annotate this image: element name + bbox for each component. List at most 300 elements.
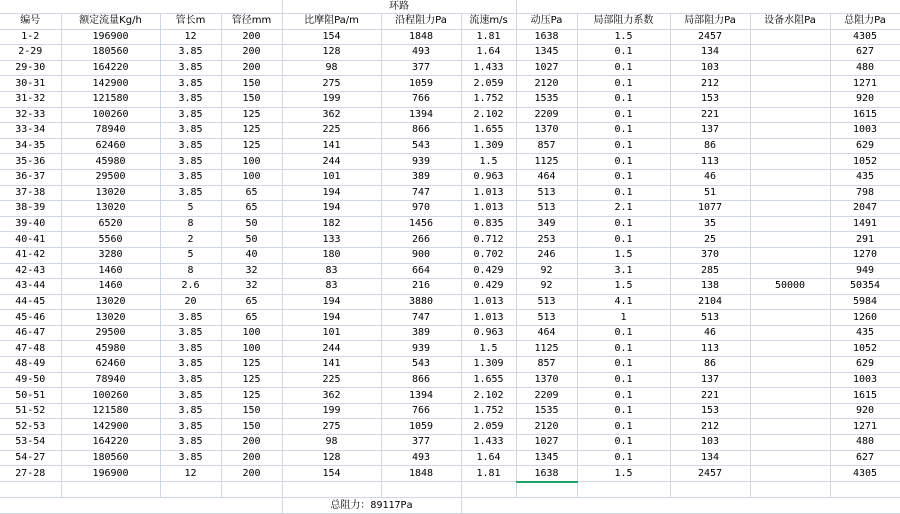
table-cell[interactable]: 125 <box>221 107 282 123</box>
blank-cell[interactable] <box>0 0 282 14</box>
column-header[interactable]: 局部阻力Pa <box>670 14 750 30</box>
table-cell[interactable]: 2047 <box>830 201 900 217</box>
table-cell[interactable]: 0.1 <box>577 216 670 232</box>
total-resistance[interactable]: 总阻力：89117Pa <box>282 498 461 514</box>
column-header[interactable]: 管长m <box>160 14 221 30</box>
table-cell[interactable]: 1535 <box>516 91 577 107</box>
column-header[interactable]: 沿程阻力Pa <box>381 14 461 30</box>
table-cell[interactable]: 285 <box>670 263 750 279</box>
blank-cell[interactable] <box>61 482 160 498</box>
table-cell[interactable]: 50 <box>221 232 282 248</box>
table-cell[interactable]: 0.1 <box>577 60 670 76</box>
table-cell[interactable] <box>750 232 830 248</box>
table-cell[interactable]: 92 <box>516 279 577 295</box>
table-cell[interactable]: 1270 <box>830 247 900 263</box>
table-cell[interactable]: 180560 <box>61 450 160 466</box>
table-cell[interactable]: 100 <box>221 154 282 170</box>
table-cell[interactable]: 200 <box>221 29 282 45</box>
column-header[interactable]: 总阻力Pa <box>830 14 900 30</box>
table-cell[interactable]: 45-46 <box>0 310 61 326</box>
table-cell[interactable]: 0.1 <box>577 372 670 388</box>
table-cell[interactable]: 1.81 <box>461 466 516 482</box>
table-cell[interactable]: 27-28 <box>0 466 61 482</box>
table-cell[interactable]: 244 <box>282 154 381 170</box>
table-cell[interactable]: 1027 <box>516 435 577 451</box>
table-cell[interactable]: 86 <box>670 138 750 154</box>
table-cell[interactable]: 13020 <box>61 310 160 326</box>
table-cell[interactable]: 3.85 <box>160 60 221 76</box>
table-cell[interactable]: 0.1 <box>577 45 670 61</box>
table-cell[interactable]: 0.712 <box>461 232 516 248</box>
table-cell[interactable]: 138 <box>670 279 750 295</box>
table-cell[interactable]: 3.85 <box>160 403 221 419</box>
table-cell[interactable]: 54-27 <box>0 450 61 466</box>
table-cell[interactable]: 1535 <box>516 403 577 419</box>
table-cell[interactable]: 1 <box>577 310 670 326</box>
table-cell[interactable]: 543 <box>381 138 461 154</box>
table-cell[interactable]: 29-30 <box>0 60 61 76</box>
table-cell[interactable]: 35-36 <box>0 154 61 170</box>
table-cell[interactable]: 46 <box>670 325 750 341</box>
table-cell[interactable]: 134 <box>670 450 750 466</box>
column-header[interactable]: 动压Pa <box>516 14 577 30</box>
table-cell[interactable]: 1370 <box>516 372 577 388</box>
table-cell[interactable]: 1125 <box>516 341 577 357</box>
table-cell[interactable]: 3.85 <box>160 123 221 139</box>
table-cell[interactable]: 2.6 <box>160 279 221 295</box>
table-cell[interactable]: 464 <box>516 325 577 341</box>
table-cell[interactable] <box>750 294 830 310</box>
table-cell[interactable]: 766 <box>381 91 461 107</box>
table-cell[interactable]: 1394 <box>381 388 461 404</box>
table-cell[interactable] <box>750 263 830 279</box>
table-cell[interactable]: 137 <box>670 123 750 139</box>
table-cell[interactable]: 199 <box>282 91 381 107</box>
table-cell[interactable]: 291 <box>830 232 900 248</box>
table-cell[interactable]: 153 <box>670 91 750 107</box>
table-cell[interactable]: 1125 <box>516 154 577 170</box>
table-cell[interactable]: 0.1 <box>577 138 670 154</box>
table-cell[interactable]: 0.1 <box>577 76 670 92</box>
blank-cell[interactable] <box>0 482 61 498</box>
table-cell[interactable]: 38-39 <box>0 201 61 217</box>
table-cell[interactable]: 0.429 <box>461 279 516 295</box>
column-header[interactable]: 比摩阻Pa/m <box>282 14 381 30</box>
table-cell[interactable] <box>750 341 830 357</box>
table-cell[interactable]: 1052 <box>830 154 900 170</box>
table-cell[interactable]: 920 <box>830 403 900 419</box>
table-cell[interactable]: 0.963 <box>461 325 516 341</box>
table-cell[interactable]: 900 <box>381 247 461 263</box>
table-cell[interactable]: 857 <box>516 138 577 154</box>
table-cell[interactable]: 1.433 <box>461 60 516 76</box>
table-cell[interactable]: 43-44 <box>0 279 61 295</box>
table-cell[interactable]: 349 <box>516 216 577 232</box>
table-cell[interactable]: 125 <box>221 372 282 388</box>
table-cell[interactable]: 0.429 <box>461 263 516 279</box>
table-cell[interactable]: 1027 <box>516 60 577 76</box>
table-cell[interactable]: 50354 <box>830 279 900 295</box>
table-cell[interactable]: 164220 <box>61 435 160 451</box>
table-cell[interactable]: 216 <box>381 279 461 295</box>
table-cell[interactable]: 3.1 <box>577 263 670 279</box>
table-cell[interactable] <box>750 247 830 263</box>
table-cell[interactable]: 1345 <box>516 450 577 466</box>
table-cell[interactable]: 3.85 <box>160 388 221 404</box>
table-cell[interactable]: 48-49 <box>0 357 61 373</box>
table-cell[interactable]: 3.85 <box>160 450 221 466</box>
table-cell[interactable]: 1.5 <box>577 247 670 263</box>
table-cell[interactable]: 164220 <box>61 60 160 76</box>
table-cell[interactable]: 33-34 <box>0 123 61 139</box>
table-cell[interactable]: 3280 <box>61 247 160 263</box>
table-cell[interactable]: 3.85 <box>160 76 221 92</box>
table-cell[interactable]: 1.309 <box>461 357 516 373</box>
table-cell[interactable]: 1.433 <box>461 435 516 451</box>
table-cell[interactable]: 29500 <box>61 169 160 185</box>
table-cell[interactable]: 543 <box>381 357 461 373</box>
blank-cell[interactable] <box>516 0 900 14</box>
table-cell[interactable]: 180 <box>282 247 381 263</box>
table-cell[interactable]: 2104 <box>670 294 750 310</box>
blank-cell[interactable] <box>0 498 282 514</box>
table-cell[interactable]: 200 <box>221 450 282 466</box>
table-cell[interactable]: 44-45 <box>0 294 61 310</box>
table-cell[interactable] <box>750 466 830 482</box>
table-cell[interactable]: 362 <box>282 107 381 123</box>
table-cell[interactable]: 1460 <box>61 279 160 295</box>
table-cell[interactable]: 1-2 <box>0 29 61 45</box>
table-cell[interactable]: 377 <box>381 60 461 76</box>
table-cell[interactable]: 253 <box>516 232 577 248</box>
table-cell[interactable]: 25 <box>670 232 750 248</box>
column-header[interactable]: 管径mm <box>221 14 282 30</box>
table-cell[interactable]: 100 <box>221 341 282 357</box>
table-cell[interactable]: 103 <box>670 60 750 76</box>
table-cell[interactable]: 4305 <box>830 29 900 45</box>
table-cell[interactable]: 1.5 <box>577 466 670 482</box>
table-cell[interactable]: 3.85 <box>160 185 221 201</box>
table-cell[interactable]: 36-37 <box>0 169 61 185</box>
table-cell[interactable]: 86 <box>670 357 750 373</box>
table-cell[interactable]: 5984 <box>830 294 900 310</box>
table-cell[interactable]: 389 <box>381 169 461 185</box>
table-cell[interactable]: 113 <box>670 154 750 170</box>
table-cell[interactable]: 2120 <box>516 76 577 92</box>
table-cell[interactable]: 0.835 <box>461 216 516 232</box>
column-header[interactable]: 编号 <box>0 14 61 30</box>
table-cell[interactable]: 1491 <box>830 216 900 232</box>
table-cell[interactable]: 464 <box>516 169 577 185</box>
table-cell[interactable]: 513 <box>516 201 577 217</box>
table-cell[interactable]: 141 <box>282 138 381 154</box>
table-cell[interactable]: 513 <box>516 294 577 310</box>
table-cell[interactable] <box>750 201 830 217</box>
table-cell[interactable]: 0.1 <box>577 419 670 435</box>
table-cell[interactable]: 246 <box>516 247 577 263</box>
table-cell[interactable]: 52-53 <box>0 419 61 435</box>
table-cell[interactable]: 153 <box>670 403 750 419</box>
table-cell[interactable]: 2.059 <box>461 76 516 92</box>
table-cell[interactable]: 4.1 <box>577 294 670 310</box>
blank-cell[interactable] <box>282 482 381 498</box>
table-cell[interactable]: 1848 <box>381 466 461 482</box>
table-cell[interactable]: 0.1 <box>577 403 670 419</box>
table-cell[interactable]: 47-48 <box>0 341 61 357</box>
table-cell[interactable]: 1003 <box>830 123 900 139</box>
table-cell[interactable]: 100 <box>221 325 282 341</box>
table-cell[interactable]: 50000 <box>750 279 830 295</box>
table-cell[interactable]: 125 <box>221 123 282 139</box>
table-cell[interactable]: 92 <box>516 263 577 279</box>
table-cell[interactable]: 2.102 <box>461 388 516 404</box>
table-cell[interactable]: 1638 <box>516 29 577 45</box>
table-cell[interactable]: 150 <box>221 403 282 419</box>
table-cell[interactable]: 125 <box>221 388 282 404</box>
blank-cell[interactable] <box>461 482 516 498</box>
column-header[interactable]: 设备水阻Pa <box>750 14 830 30</box>
table-cell[interactable]: 1.752 <box>461 91 516 107</box>
table-cell[interactable]: 78940 <box>61 123 160 139</box>
table-cell[interactable]: 435 <box>830 325 900 341</box>
table-cell[interactable]: 5560 <box>61 232 160 248</box>
table-cell[interactable] <box>750 154 830 170</box>
table-cell[interactable]: 1.309 <box>461 138 516 154</box>
table-cell[interactable]: 1.5 <box>461 154 516 170</box>
table-cell[interactable]: 3.85 <box>160 45 221 61</box>
table-cell[interactable]: 5 <box>160 201 221 217</box>
table-cell[interactable]: 0.1 <box>577 388 670 404</box>
table-cell[interactable]: 0.1 <box>577 107 670 123</box>
table-cell[interactable]: 1456 <box>381 216 461 232</box>
table-cell[interactable]: 3.85 <box>160 169 221 185</box>
table-cell[interactable]: 12 <box>160 466 221 482</box>
table-cell[interactable]: 200 <box>221 60 282 76</box>
table-cell[interactable]: 41-42 <box>0 247 61 263</box>
table-cell[interactable]: 5 <box>160 247 221 263</box>
table-cell[interactable]: 150 <box>221 91 282 107</box>
table-cell[interactable]: 12 <box>160 29 221 45</box>
table-cell[interactable]: 3.85 <box>160 91 221 107</box>
table-cell[interactable]: 970 <box>381 201 461 217</box>
table-cell[interactable]: 2-29 <box>0 45 61 61</box>
table-cell[interactable] <box>750 388 830 404</box>
table-cell[interactable]: 125 <box>221 357 282 373</box>
table-cell[interactable]: 53-54 <box>0 435 61 451</box>
table-cell[interactable]: 65 <box>221 310 282 326</box>
table-cell[interactable]: 480 <box>830 60 900 76</box>
table-cell[interactable]: 196900 <box>61 466 160 482</box>
table-cell[interactable]: 142900 <box>61 76 160 92</box>
table-cell[interactable]: 2.102 <box>461 107 516 123</box>
table-cell[interactable]: 125 <box>221 138 282 154</box>
table-cell[interactable]: 1.013 <box>461 294 516 310</box>
table-cell[interactable] <box>750 435 830 451</box>
table-cell[interactable]: 51-52 <box>0 403 61 419</box>
table-cell[interactable]: 20 <box>160 294 221 310</box>
table-cell[interactable]: 3.85 <box>160 419 221 435</box>
table-cell[interactable]: 3.85 <box>160 154 221 170</box>
table-cell[interactable]: 3.85 <box>160 325 221 341</box>
table-cell[interactable]: 493 <box>381 450 461 466</box>
table-cell[interactable]: 866 <box>381 372 461 388</box>
table-cell[interactable]: 180560 <box>61 45 160 61</box>
table-cell[interactable]: 0.1 <box>577 450 670 466</box>
table-cell[interactable]: 62460 <box>61 138 160 154</box>
table-cell[interactable]: 0.1 <box>577 325 670 341</box>
table-cell[interactable]: 141 <box>282 357 381 373</box>
table-cell[interactable]: 212 <box>670 76 750 92</box>
table-cell[interactable] <box>750 45 830 61</box>
table-cell[interactable]: 46 <box>670 169 750 185</box>
table-cell[interactable]: 3.85 <box>160 372 221 388</box>
column-header[interactable]: 流速m/s <box>461 14 516 30</box>
table-cell[interactable]: 480 <box>830 435 900 451</box>
table-cell[interactable]: 3.85 <box>160 341 221 357</box>
table-cell[interactable]: 275 <box>282 76 381 92</box>
table-cell[interactable] <box>750 60 830 76</box>
table-cell[interactable]: 2 <box>160 232 221 248</box>
table-cell[interactable]: 51 <box>670 185 750 201</box>
table-cell[interactable]: 100260 <box>61 107 160 123</box>
table-cell[interactable]: 194 <box>282 294 381 310</box>
table-cell[interactable]: 113 <box>670 341 750 357</box>
table-cell[interactable]: 98 <box>282 60 381 76</box>
table-cell[interactable]: 664 <box>381 263 461 279</box>
table-cell[interactable]: 747 <box>381 185 461 201</box>
table-cell[interactable]: 1.013 <box>461 310 516 326</box>
table-cell[interactable]: 6520 <box>61 216 160 232</box>
table-cell[interactable]: 3.85 <box>160 107 221 123</box>
table-cell[interactable]: 225 <box>282 123 381 139</box>
blank-cell[interactable] <box>221 482 282 498</box>
table-cell[interactable]: 1077 <box>670 201 750 217</box>
table-cell[interactable]: 1.64 <box>461 45 516 61</box>
table-cell[interactable]: 150 <box>221 419 282 435</box>
table-cell[interactable]: 493 <box>381 45 461 61</box>
table-cell[interactable]: 1059 <box>381 419 461 435</box>
table-cell[interactable]: 798 <box>830 185 900 201</box>
table-cell[interactable]: 2120 <box>516 419 577 435</box>
table-cell[interactable]: 1638 <box>516 466 577 482</box>
table-cell[interactable]: 1394 <box>381 107 461 123</box>
table-cell[interactable]: 121580 <box>61 91 160 107</box>
blank-cell[interactable] <box>577 482 670 498</box>
table-cell[interactable]: 939 <box>381 341 461 357</box>
table-cell[interactable]: 128 <box>282 450 381 466</box>
table-cell[interactable]: 29500 <box>61 325 160 341</box>
table-cell[interactable]: 65 <box>221 201 282 217</box>
table-cell[interactable]: 100 <box>221 169 282 185</box>
blank-cell[interactable] <box>750 482 830 498</box>
table-cell[interactable]: 194 <box>282 201 381 217</box>
table-cell[interactable]: 266 <box>381 232 461 248</box>
table-cell[interactable]: 627 <box>830 45 900 61</box>
table-cell[interactable]: 0.1 <box>577 169 670 185</box>
table-cell[interactable]: 244 <box>282 341 381 357</box>
table-cell[interactable]: 39-40 <box>0 216 61 232</box>
table-cell[interactable]: 46-47 <box>0 325 61 341</box>
table-cell[interactable]: 939 <box>381 154 461 170</box>
table-cell[interactable] <box>750 185 830 201</box>
table-cell[interactable]: 62460 <box>61 357 160 373</box>
table-cell[interactable]: 101 <box>282 169 381 185</box>
table-cell[interactable]: 50 <box>221 216 282 232</box>
table-cell[interactable]: 2457 <box>670 466 750 482</box>
table-cell[interactable]: 2457 <box>670 29 750 45</box>
table-cell[interactable]: 142900 <box>61 419 160 435</box>
table-cell[interactable]: 513 <box>670 310 750 326</box>
table-cell[interactable]: 370 <box>670 247 750 263</box>
table-cell[interactable]: 377 <box>381 435 461 451</box>
table-cell[interactable]: 1460 <box>61 263 160 279</box>
column-header[interactable]: 额定流量Kg/h <box>61 14 160 30</box>
table-cell[interactable]: 920 <box>830 91 900 107</box>
table-cell[interactable] <box>750 419 830 435</box>
table-cell[interactable]: 3.85 <box>160 310 221 326</box>
table-cell[interactable]: 225 <box>282 372 381 388</box>
table-cell[interactable]: 200 <box>221 466 282 482</box>
table-cell[interactable]: 1271 <box>830 76 900 92</box>
table-cell[interactable]: 2209 <box>516 388 577 404</box>
table-cell[interactable]: 1848 <box>381 29 461 45</box>
table-cell[interactable]: 1271 <box>830 419 900 435</box>
table-cell[interactable]: 1345 <box>516 45 577 61</box>
table-cell[interactable] <box>750 357 830 373</box>
table-cell[interactable]: 1.5 <box>577 29 670 45</box>
table-cell[interactable]: 196900 <box>61 29 160 45</box>
table-cell[interactable]: 221 <box>670 107 750 123</box>
table-cell[interactable]: 13020 <box>61 294 160 310</box>
table-cell[interactable]: 1003 <box>830 372 900 388</box>
table-cell[interactable] <box>750 123 830 139</box>
table-cell[interactable]: 83 <box>282 263 381 279</box>
table-cell[interactable] <box>750 169 830 185</box>
table-cell[interactable]: 629 <box>830 357 900 373</box>
table-cell[interactable]: 40-41 <box>0 232 61 248</box>
table-cell[interactable]: 2.1 <box>577 201 670 217</box>
table-cell[interactable]: 121580 <box>61 403 160 419</box>
table-cell[interactable]: 32 <box>221 279 282 295</box>
table-cell[interactable]: 83 <box>282 279 381 295</box>
table-cell[interactable]: 65 <box>221 185 282 201</box>
table-cell[interactable]: 2.059 <box>461 419 516 435</box>
table-cell[interactable]: 389 <box>381 325 461 341</box>
table-cell[interactable]: 49-50 <box>0 372 61 388</box>
table-cell[interactable]: 134 <box>670 45 750 61</box>
table-cell[interactable]: 513 <box>516 185 577 201</box>
table-cell[interactable]: 35 <box>670 216 750 232</box>
table-cell[interactable] <box>750 310 830 326</box>
table-cell[interactable]: 45980 <box>61 154 160 170</box>
table-cell[interactable]: 31-32 <box>0 91 61 107</box>
table-cell[interactable]: 133 <box>282 232 381 248</box>
table-cell[interactable]: 3880 <box>381 294 461 310</box>
table-cell[interactable]: 1.013 <box>461 201 516 217</box>
table-cell[interactable] <box>750 76 830 92</box>
table-cell[interactable]: 766 <box>381 403 461 419</box>
table-cell[interactable]: 629 <box>830 138 900 154</box>
table-cell[interactable]: 8 <box>160 263 221 279</box>
table-cell[interactable]: 1615 <box>830 388 900 404</box>
table-cell[interactable]: 1615 <box>830 107 900 123</box>
table-cell[interactable] <box>750 450 830 466</box>
table-cell[interactable]: 0.1 <box>577 91 670 107</box>
table-cell[interactable]: 13020 <box>61 185 160 201</box>
table-cell[interactable] <box>750 107 830 123</box>
table-cell[interactable]: 1.655 <box>461 372 516 388</box>
table-cell[interactable]: 0.1 <box>577 154 670 170</box>
